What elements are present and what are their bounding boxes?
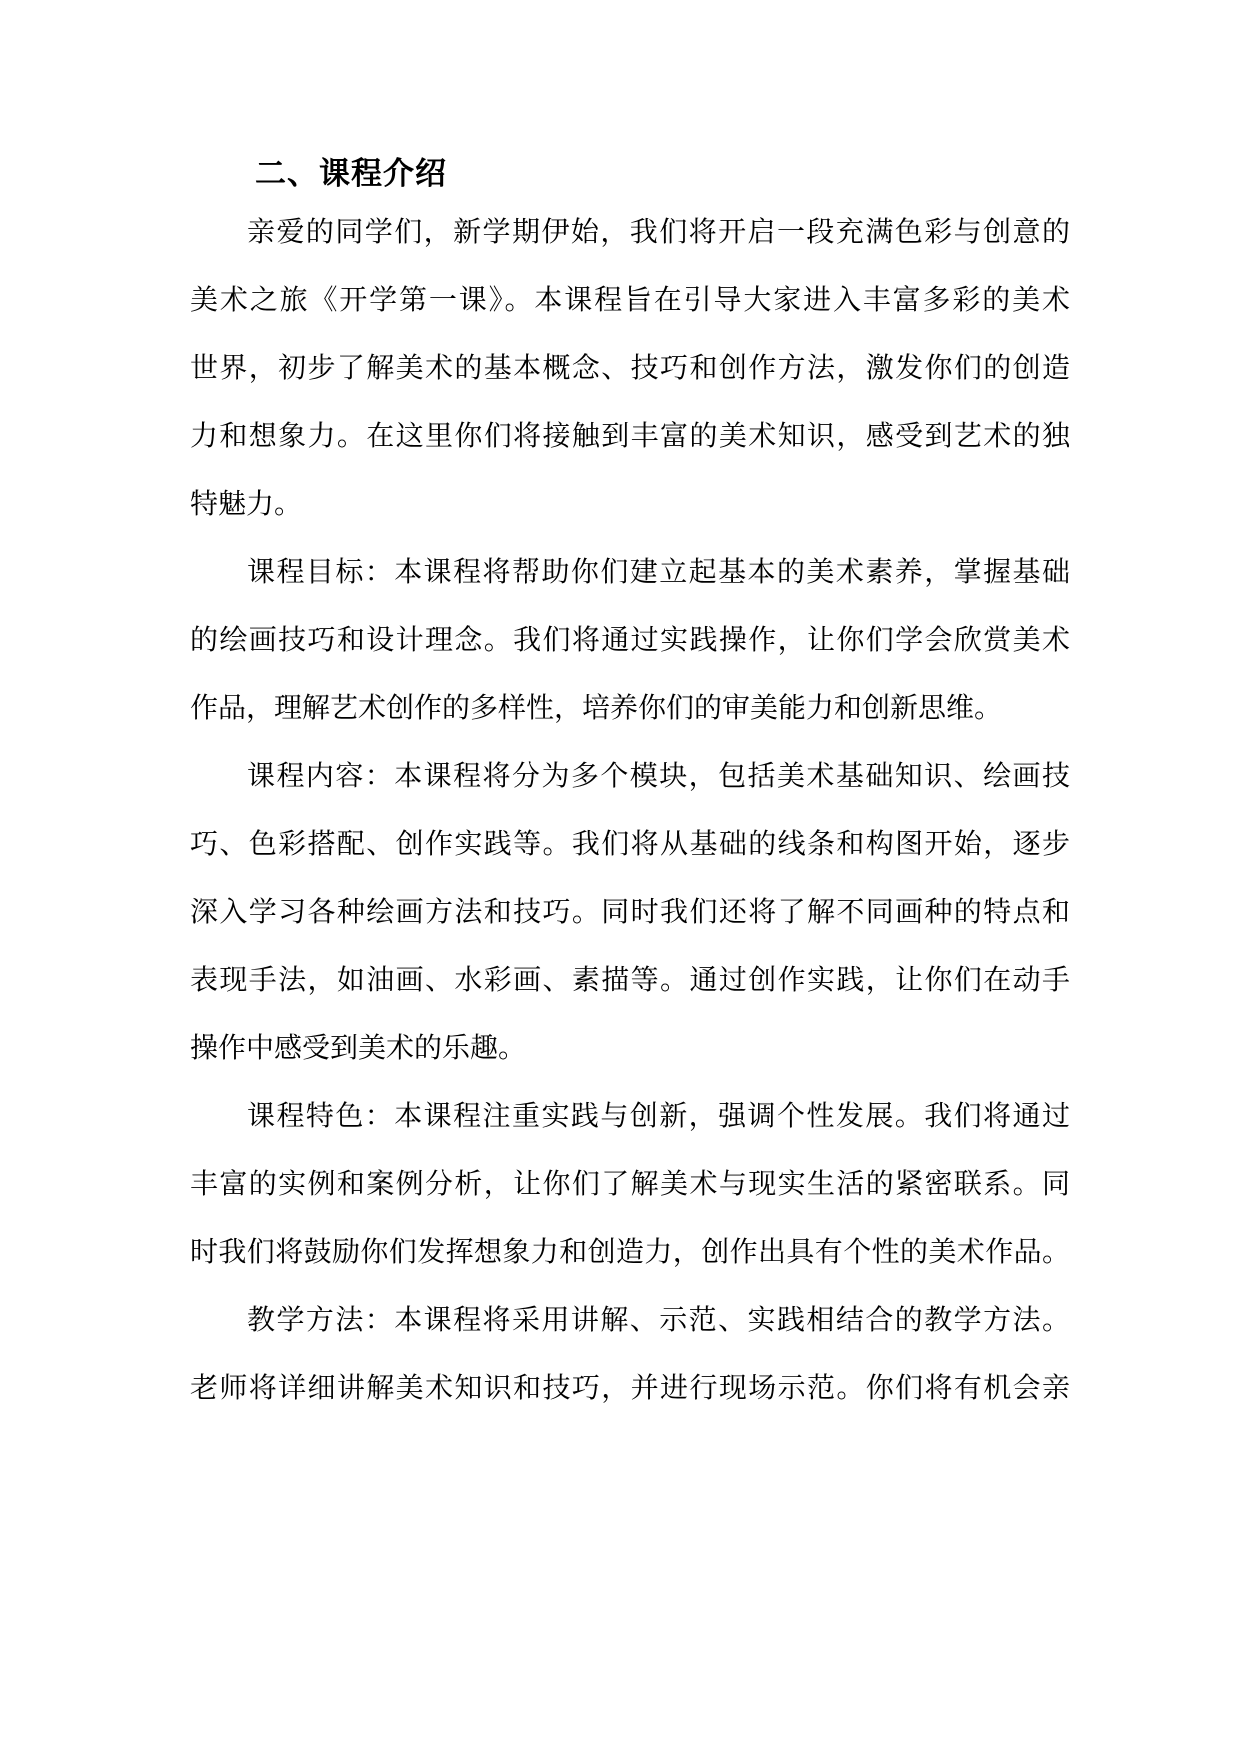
- paragraph-content-line-3: 深入学习各种绘画方法和技巧。同时我们还将了解不同画种的特点和: [190, 895, 1070, 928]
- paragraph-features-line-2: 丰富的实例和案例分析，让你们了解美术与现实生活的紧密联系。同: [190, 1167, 1070, 1200]
- section-heading: 二、课程介绍: [255, 156, 447, 192]
- paragraph-content-line-4: 表现手法，如油画、水彩画、素描等。通过创作实践，让你们在动手: [190, 963, 1070, 996]
- paragraph-methods-line-1: 教学方法：本课程将采用讲解、示范、实践相结合的教学方法。: [247, 1303, 1070, 1336]
- paragraph-features-line-3: 时我们将鼓励你们发挥想象力和创造力，创作出具有个性的美术作品。: [190, 1235, 1070, 1268]
- paragraph-content-line-5: 操作中感受到美术的乐趣。: [190, 1031, 527, 1064]
- paragraph-methods-line-2: 老师将详细讲解美术知识和技巧，并进行现场示范。你们将有机会亲: [190, 1371, 1070, 1404]
- paragraph-intro-line-1: 亲爱的同学们，新学期伊始，我们将开启一段充满色彩与创意的: [247, 215, 1070, 248]
- paragraph-intro-line-3: 世界，初步了解美术的基本概念、技巧和创作方法，激发你们的创造: [190, 351, 1070, 384]
- paragraph-intro-line-2: 美术之旅《开学第一课》。本课程旨在引导大家进入丰富多彩的美术: [190, 283, 1070, 316]
- paragraph-content-line-1: 课程内容：本课程将分为多个模块，包括美术基础知识、绘画技: [247, 759, 1070, 792]
- paragraph-content-line-2: 巧、色彩搭配、创作实践等。我们将从基础的线条和构图开始，逐步: [190, 827, 1070, 860]
- paragraph-features-line-1: 课程特色：本课程注重实践与创新，强调个性发展。我们将通过: [247, 1099, 1070, 1132]
- paragraph-goals-line-3: 作品，理解艺术创作的多样性，培养你们的审美能力和创新思维。: [190, 691, 1003, 724]
- paragraph-intro-line-5: 特魅力。: [190, 487, 303, 520]
- paragraph-goals-line-1: 课程目标：本课程将帮助你们建立起基本的美术素养，掌握基础: [247, 555, 1070, 588]
- paragraph-goals-line-2: 的绘画技巧和设计理念。我们将通过实践操作，让你们学会欣赏美术: [190, 623, 1070, 656]
- paragraph-intro-line-4: 力和想象力。在这里你们将接触到丰富的美术知识，感受到艺术的独: [190, 419, 1070, 452]
